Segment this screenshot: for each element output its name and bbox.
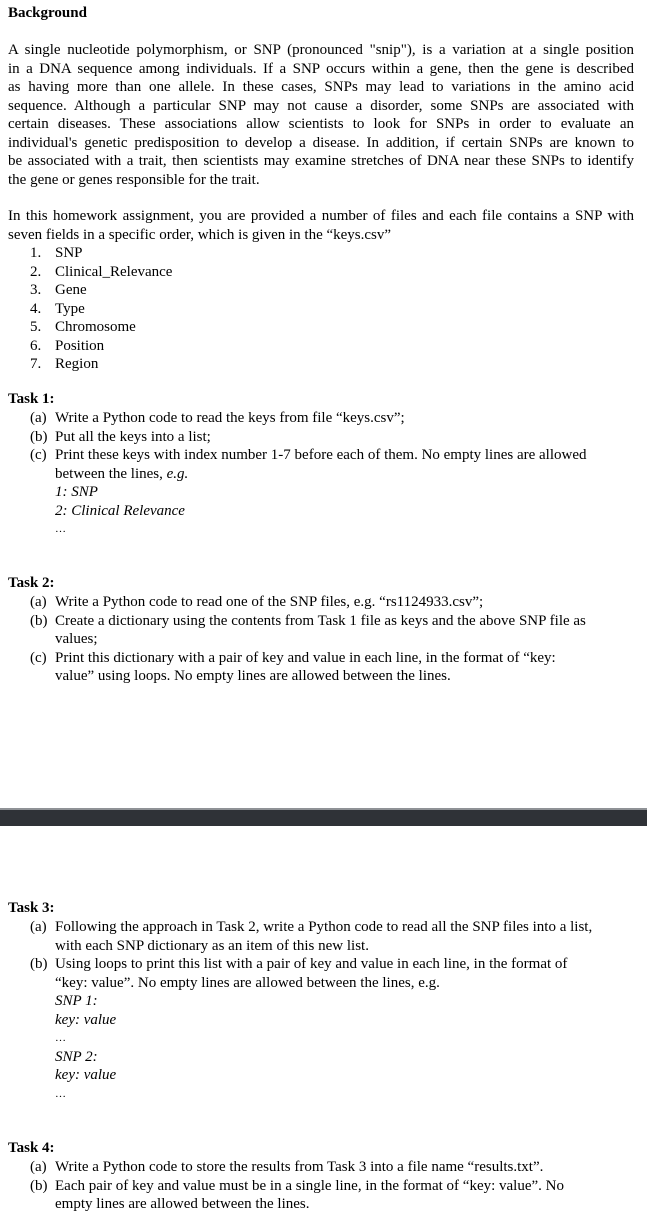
task1-list bbox=[0, 409, 630, 539]
task4-heading: Task 4: bbox=[8, 1140, 55, 1156]
fields-list bbox=[0, 244, 172, 374]
page-separator bbox=[0, 808, 647, 826]
task3-list bbox=[0, 918, 630, 1103]
ellipsis: … bbox=[55, 1032, 66, 1044]
list-item: (b) Each pair of key and value must be in a single line, in the format of “key: value”. No empty lines are allowed between the lines. bbox=[30, 1177, 564, 1212]
list-item: (c) Print this dictionary with a pair of key and value in each line, in the format of “key: value” using loops. No empty lines are allowed between the lines. bbox=[30, 649, 556, 684]
list-item: 3. Gene bbox=[30, 282, 87, 298]
example-line: key: value bbox=[55, 1067, 117, 1083]
task4-list bbox=[0, 1158, 630, 1214]
example-line: SNP 1: bbox=[55, 993, 98, 1009]
example-line: 2: Clinical Relevance bbox=[55, 502, 185, 519]
list-item: 4. Type bbox=[30, 300, 85, 317]
list-item: (a) Following the approach in Task 2, write a Python code to read all the SNP files into a list, with each SNP dictionary as an item of this new list. bbox=[30, 919, 593, 954]
paragraph-line: certain diseases. These associations allow scientists to look for SNPs in order to evaluate an bbox=[8, 116, 634, 132]
paragraph-line: individual's genetic predisposition to develop a disease. In addition, if certain SNPs are known to bbox=[8, 134, 634, 151]
list-item: (a) Write a Python code to read one of the SNP files, e.g. “rs1124933.csv”; bbox=[30, 594, 484, 610]
ellipsis: … bbox=[55, 1087, 66, 1100]
list-item: (a) Write a Python code to read the keys from file “keys.csv”; bbox=[30, 410, 405, 426]
paragraph-line: be associated with a trait, then scientists may examine stretches of DNA near these SNPs to identify bbox=[8, 153, 634, 169]
task2-heading: Task 2: bbox=[8, 575, 55, 591]
list-item: (c) Print these keys with index number 1-7 before each of them. No empty lines are allowed between the lines, e.g. 1: SNP 2: Clinical Relevance … bbox=[0, 446, 630, 539]
paragraph-line: as having more than one allele. In these cases, SNPs may lead to variations in the amino acid bbox=[8, 79, 634, 95]
paragraph-line: seven fields in a specific order, which is given in the “keys.csv” bbox=[8, 226, 392, 243]
list-item: 1. SNP bbox=[30, 245, 83, 261]
example-line: 1: SNP bbox=[55, 484, 98, 500]
list-item: 5. Chromosome bbox=[30, 319, 136, 335]
task3-heading: Task 3: bbox=[8, 900, 55, 916]
ellipsis: … bbox=[55, 523, 66, 535]
background-paragraph bbox=[8, 41, 634, 189]
task2-list bbox=[0, 593, 630, 686]
paragraph-line: sequence. Although a particular SNP may not cause a disorder, some SNPs are associated with bbox=[8, 97, 634, 114]
paragraph-line: in a DNA sequence among individuals. If a SNP occurs within a gene, then the gene is described bbox=[8, 60, 634, 77]
list-item: (b) Put all the keys into a list; bbox=[30, 428, 211, 445]
example-line: SNP 2: bbox=[55, 1048, 98, 1065]
list-item: (a) Write a Python code to store the results from Task 3 into a file name “results.txt”. bbox=[30, 1159, 544, 1175]
list-item: (b) Using loops to print this list with a pair of key and value in each line, in the format of “key: value”. No empty lines are allowed between the lines, e.g. SNP 1: key: value … SNP 2: key: value … bbox=[0, 955, 630, 1103]
list-item: 6. Position bbox=[30, 337, 105, 354]
background-heading: Background bbox=[8, 5, 87, 21]
paragraph-line: In this homework assignment, you are provided a number of files and each file contains a SNP with bbox=[8, 208, 634, 224]
list-item: (b) Create a dictionary using the contents from Task 1 file as keys and the above SNP file as values; bbox=[30, 612, 586, 647]
document-page-2 bbox=[0, 826, 647, 1217]
example-line: key: value bbox=[55, 1011, 117, 1028]
task1-heading: Task 1: bbox=[8, 391, 55, 407]
assignment-intro-paragraph bbox=[8, 207, 634, 244]
list-item: 2. Clinical_Relevance bbox=[30, 263, 173, 280]
paragraph-line: the gene or genes responsible for the trait. bbox=[8, 171, 260, 188]
paragraph-line: A single nucleotide polymorphism, or SNP (pronounced "snip"), is a variation at a single position bbox=[8, 42, 634, 58]
list-item: 7. Region bbox=[30, 356, 99, 372]
